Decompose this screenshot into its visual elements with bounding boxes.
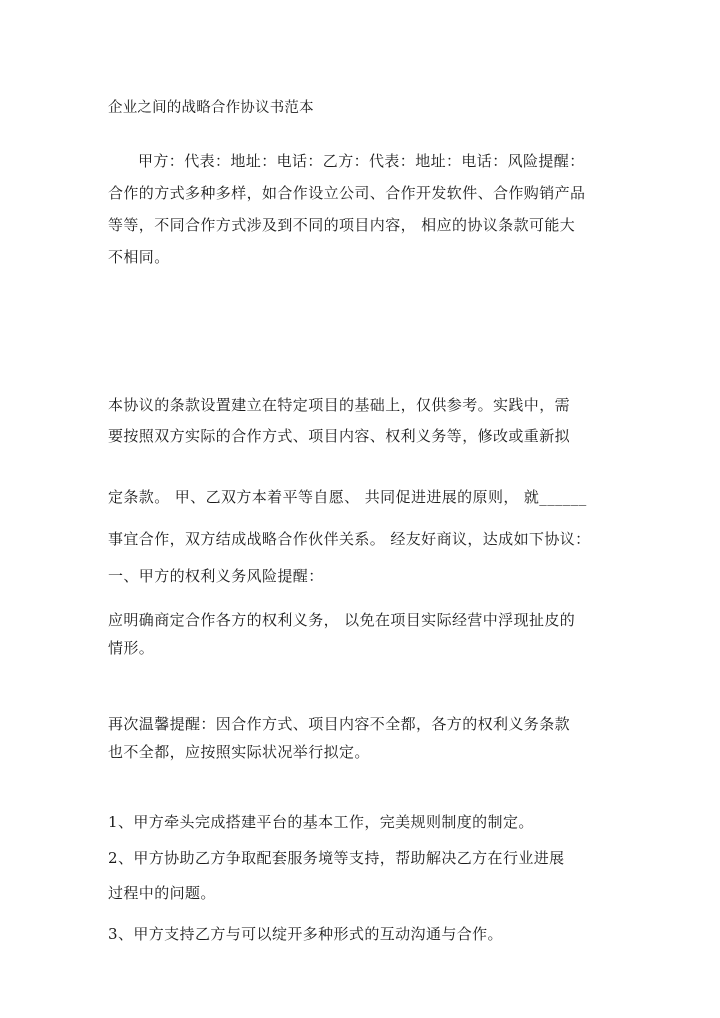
intro-line-4: 不相同。	[108, 248, 170, 266]
section-1-note-line-1: 应明确商定合作各方的权利义务， 以免在项目实际经营中浮现扯皮的	[108, 611, 576, 629]
intro-line-3: 等等，不同合作方式涉及到不同的项目内容， 相应的协议条款可能大	[108, 216, 576, 234]
principle-line: 定条款。 甲、乙双方本着平等自愿、 共同促进进展的原则， 就______	[108, 488, 587, 506]
basis-line-2: 要按照双方实际的合作方式、项目内容、权利义务等，修改或重新拟	[108, 427, 571, 445]
list-item-2: 2、甲方协助乙方争取配套服务境等支持，帮助解决乙方在行业进展	[108, 849, 565, 867]
agreement-line: 事宜合作，双方结成战略合作伙伴关系。 经友好商议，达成如下协议：	[108, 530, 591, 548]
list-item-1: 1、甲方牵头完成搭建平台的基本工作，完美规则制度的制定。	[108, 813, 534, 831]
list-item-3: 3、甲方支持乙方与可以绽开多种形式的互动沟通与合作。	[108, 925, 503, 943]
reminder-line-2: 也不全都，应按照实际状况举行拟定。	[108, 743, 370, 761]
document-title: 企业之间的战略合作协议书范本	[108, 100, 314, 116]
basis-line-1: 本协议的条款设置建立在特定项目的基础上，仅供参考。实践中，需	[108, 396, 571, 414]
list-item-2-continued: 过程中的问题。	[108, 884, 216, 902]
reminder-line-1: 再次温馨提醒：因合作方式、项目内容不全都，各方的权利义务条款	[108, 715, 571, 733]
section-1-note-line-2: 情形。	[108, 639, 155, 657]
intro-line-1: 甲方：代表：地址：电话：乙方：代表：地址：电话：风险提醒：	[138, 152, 585, 170]
section-1-heading: 一、甲方的权利义务风险提醒：	[108, 567, 324, 585]
intro-line-2: 合作的方式多种多样，如合作设立公司、合作开发软件、合作购销产品	[108, 184, 586, 202]
